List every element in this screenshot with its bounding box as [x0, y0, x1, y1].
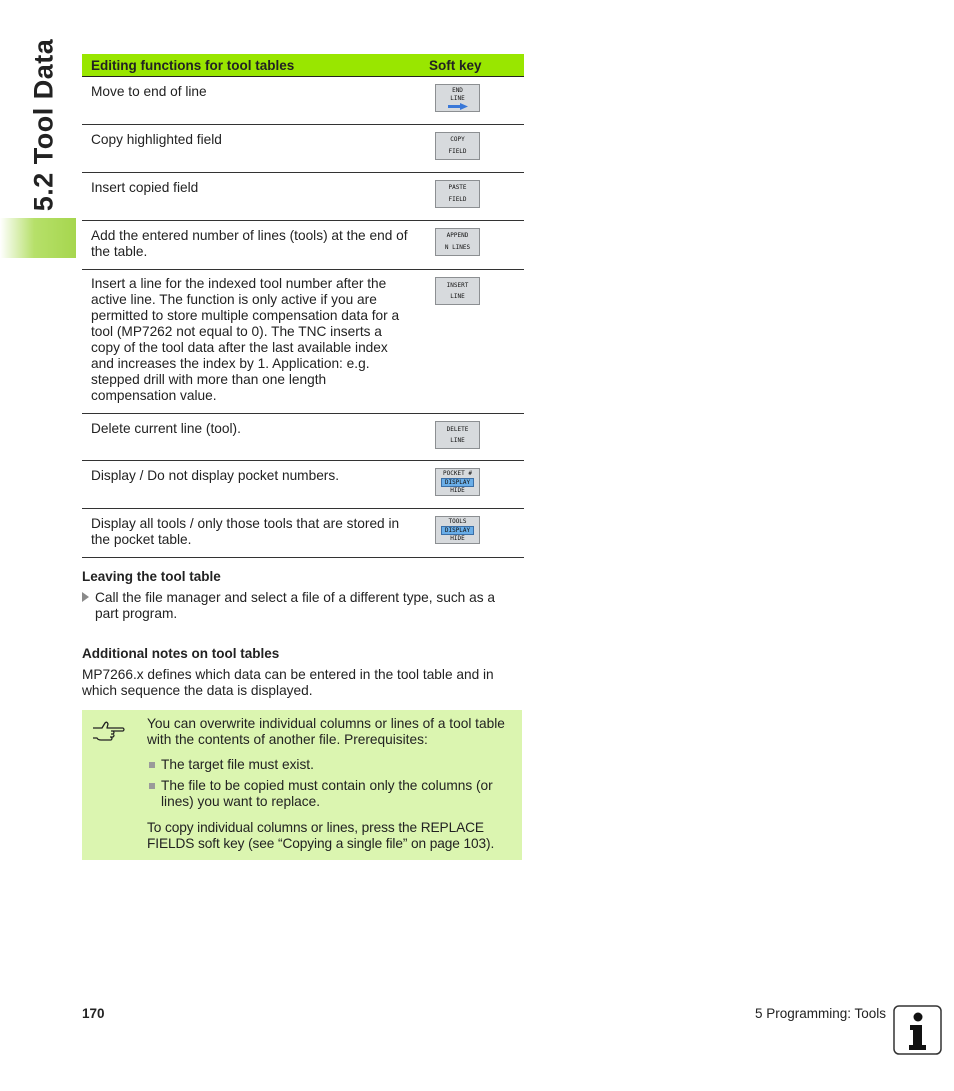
additional-text: MP7266.x defines which data can be entered in the tool table and in which sequence the data is displayed. [82, 667, 494, 698]
append-n-lines-softkey[interactable]: APPEND N LINES [435, 228, 480, 256]
note-bullet: The target file must exist. [161, 757, 314, 772]
header-function: Editing functions for tool tables [82, 54, 420, 77]
additional-heading: Additional notes on tool tables [82, 646, 280, 661]
row-description: Move to end of line [82, 77, 420, 125]
leaving-text: Call the file manager and select a file of a different type, such as a part program. [95, 590, 495, 621]
table-row [82, 509, 524, 558]
table-row [82, 125, 524, 173]
insert-line-softkey[interactable]: INSERT LINE [435, 277, 480, 305]
note-outro: To copy individual columns or lines, press the REPLACE FIELDS soft key (see “Copying a single file” on page 103). [147, 820, 495, 851]
table-row [82, 461, 524, 509]
row-description: Delete current line (tool). [82, 414, 420, 461]
table-row [82, 270, 524, 414]
end-line-softkey[interactable]: END LINE [435, 84, 480, 112]
note-bullet: The file to be copied must contain only the columns (or lines) you want to replace. [161, 778, 493, 809]
bullet-square [149, 783, 155, 789]
pocket-display-softkey[interactable]: POCKET # DISPLAY HIDE [435, 468, 480, 496]
row-description: Add the entered number of lines (tools) at the end of the table. [82, 221, 420, 270]
header-softkey: Soft key [420, 54, 524, 77]
chapter-side-title-text: 5.2 Tool Data [28, 38, 59, 212]
note-intro: You can overwrite individual columns or lines of a tool table with the contents of another file. Prerequisites: [147, 716, 505, 747]
tools-display-softkey[interactable]: TOOLS DISPLAY HIDE [435, 516, 480, 544]
leaving-heading: Leaving the tool table [82, 569, 221, 584]
chapter-footer: 5 Programming: Tools [754, 1006, 886, 1021]
table-row [82, 77, 524, 125]
table-row [82, 173, 524, 221]
row-description: Display all tools / only those tools that are stored in the pocket table. [82, 509, 420, 558]
row-description: Display / Do not display pocket numbers. [82, 461, 420, 509]
row-description: Copy highlighted field [82, 125, 420, 173]
paste-field-softkey[interactable]: PASTE FIELD [435, 180, 480, 208]
chapter-marker-band [0, 218, 76, 258]
table-row [82, 221, 524, 270]
bullet-square [149, 762, 155, 768]
delete-line-softkey[interactable]: DELETE LINE [435, 421, 480, 449]
chapter-side-title [22, 30, 66, 220]
right-arrow-icon [448, 103, 468, 110]
note-box [82, 710, 522, 860]
page-number: 170 [82, 1006, 105, 1021]
pointing-hand-icon [92, 720, 126, 742]
info-icon [893, 1005, 942, 1055]
editing-functions-table [82, 54, 524, 558]
table-row [82, 414, 524, 461]
table-header-row [82, 54, 524, 77]
row-description: Insert copied field [82, 173, 420, 221]
step-arrow-icon [82, 592, 89, 602]
copy-field-softkey[interactable]: COPY FIELD [435, 132, 480, 160]
row-description: Insert a line for the indexed tool number after the active line. The function is only active if you are permitted to store multiple compensation data for a tool (MP7262 not equal to 0). The TNC inserts a copy of the tool data after the last available index and increases the index by 1. Application: e.g. stepped drill with more than one length compensation value. [82, 270, 420, 414]
